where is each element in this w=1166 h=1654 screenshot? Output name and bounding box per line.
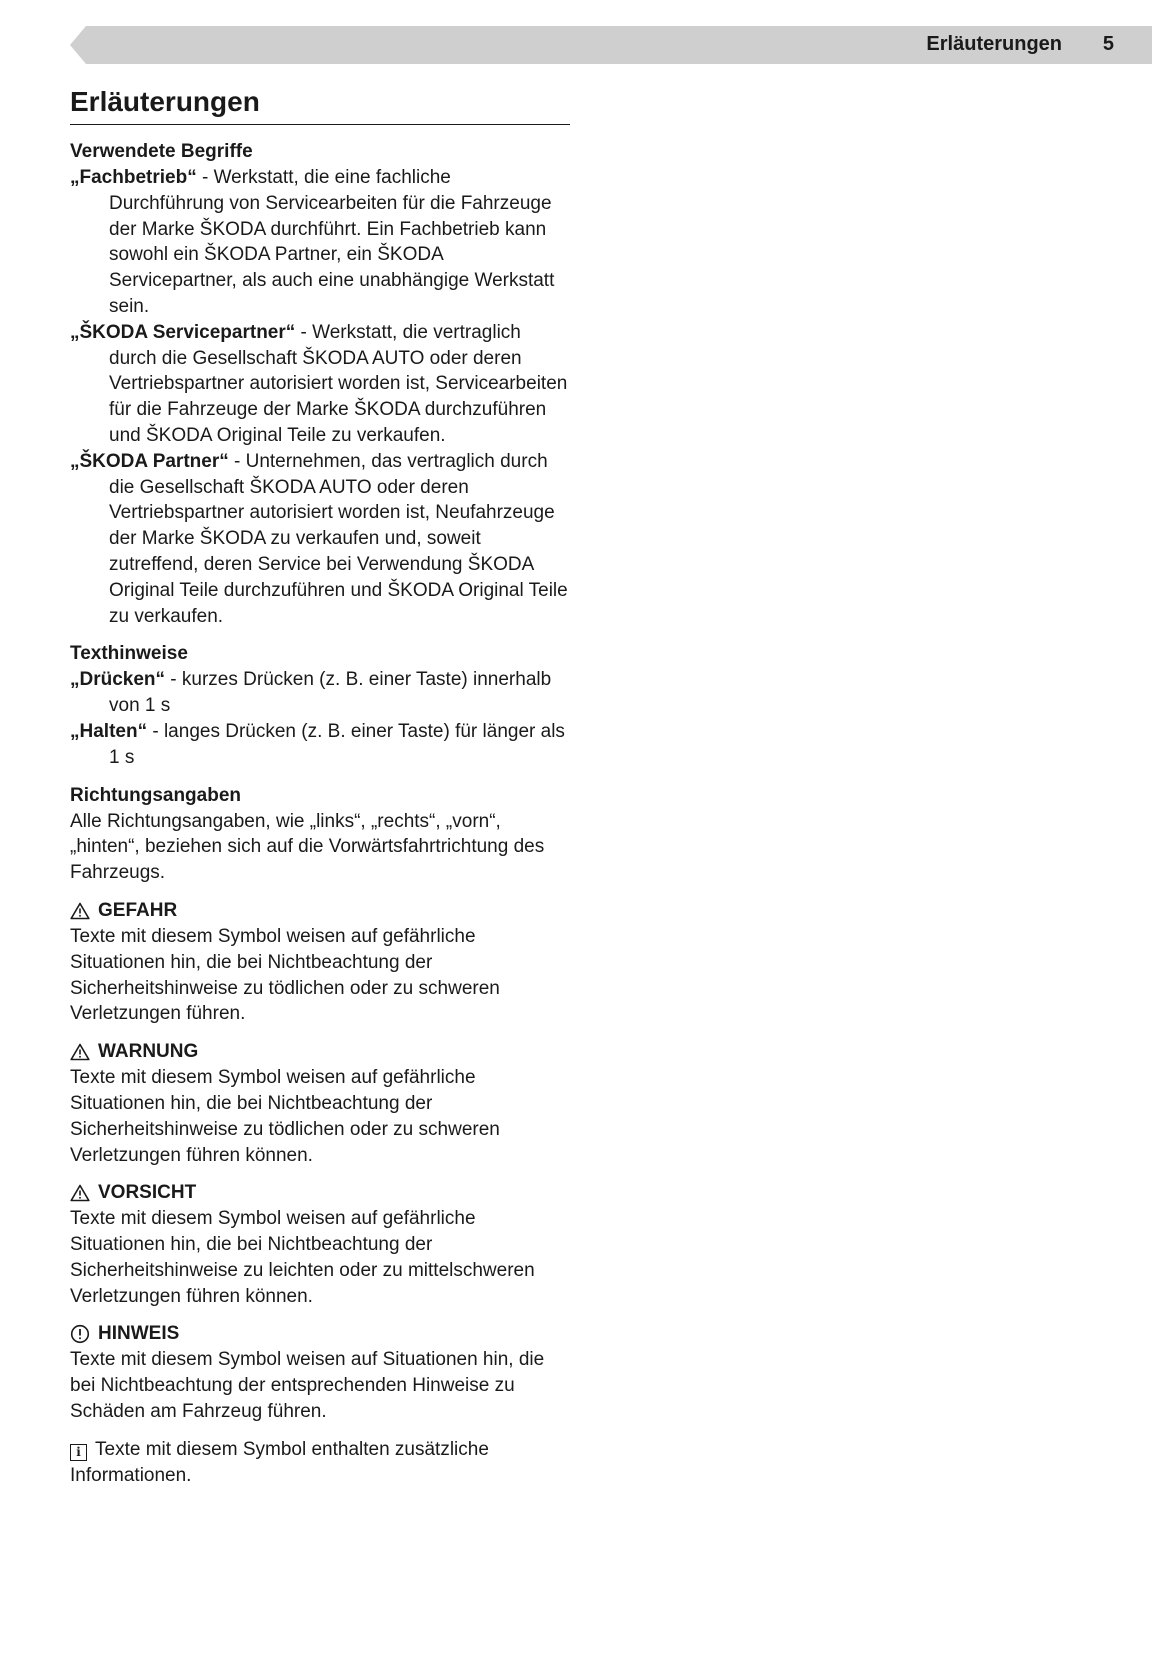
warning-section [70, 1039, 570, 1168]
warning-triangle-icon [70, 1184, 90, 1202]
caution-section [70, 1180, 570, 1309]
caution-title: VORSICHT [98, 1182, 197, 1204]
definition-item [70, 165, 570, 320]
definition-text: - kurzes Drücken (z. B. einer Taste) innerhalb von 1 s [109, 669, 552, 717]
definition-text: - Werkstatt, die vertraglich durch die Gesellschaft ŠKODA AUTO oder deren Vertriebspartner autorisiert worden ist, Servicearbeiten für die Fahrzeuge der Marke ŠKODA durchzuführen und ŠKODA Original Teile zu verkaufen. [109, 321, 568, 446]
terms-section-title: Verwendete Begriffe [70, 141, 253, 162]
main-content [70, 84, 570, 1488]
definition-term: „Drücken“ [70, 669, 166, 691]
info-text: Texte mit diesem Symbol enthalten zusätzliche Informationen. [70, 1438, 489, 1486]
notice-title: HINWEIS [98, 1323, 180, 1345]
notice-title-row [70, 1321, 570, 1347]
definition-term: „Halten“ [70, 720, 148, 742]
warning-text: Texte mit diesem Symbol weisen auf gefährliche Situationen hin, die bei Nichtbeachtung der Sicherheitshinweise zu tödlichen oder zu schweren Verletzungen führen können. [70, 1067, 500, 1166]
notice-section [70, 1321, 570, 1424]
definition-text: - Unternehmen, das vertraglich durch die Gesellschaft ŠKODA AUTO oder deren Vertriebspartner autorisiert worden ist, Neufahrzeuge der Marke ŠKODA zu verkaufen und, soweit zutreffend, deren Service bei Verwendung ŠKODA Original Teile durchzuführen und ŠKODA Original Teile zu verkaufen. [109, 450, 568, 627]
exclamation-circle-icon [70, 1324, 90, 1344]
definition-term: „ŠKODA Partner“ [70, 450, 229, 472]
page-number: 5 [1102, 33, 1114, 55]
caution-title-row [70, 1180, 570, 1206]
info-box-icon: i [70, 1444, 87, 1461]
definition-item [70, 320, 570, 449]
danger-section [70, 898, 570, 1027]
directions-title: Richtungsangaben [70, 784, 242, 806]
danger-title: GEFAHR [98, 899, 178, 921]
header-title: Erläuterungen [926, 33, 1062, 55]
caution-text: Texte mit diesem Symbol weisen auf gefährliche Situationen hin, die bei Nichtbeachtung der Sicherheitshinweise zu leichten oder zu mittelschweren Verletzungen führen können. [70, 1208, 535, 1307]
definition-item [70, 667, 570, 719]
text-hints-title: Texthinweise [70, 643, 188, 665]
definition-text: - Werkstatt, die eine fachliche Durchführung von Servicearbeiten für die Fahrzeuge der Marke ŠKODA durchführt. Ein Fachbetrieb kann sowohl ein ŠKODA Partner, ein ŠKODA Servicepartner, als auch eine unabhängige Werkstatt sein. [109, 167, 555, 317]
definition-item [70, 719, 570, 771]
definition-term: „Fachbetrieb“ [70, 167, 197, 188]
warning-title-row [70, 1039, 570, 1065]
text-hints-section [70, 641, 570, 770]
info-paragraph [70, 1437, 570, 1489]
danger-title-row [70, 898, 570, 924]
danger-text: Texte mit diesem Symbol weisen auf gefährliche Situationen hin, die bei Nichtbeachtung der Sicherheitshinweise zu tödlichen oder zu schweren Verletzungen führen. [70, 925, 500, 1025]
warning-triangle-icon [70, 902, 90, 920]
warning-title: WARNUNG [98, 1041, 199, 1063]
directions-text: Alle Richtungsangaben, wie „links“, „rechts“, „vorn“, „hinten“, beziehen sich auf die Vorwärtsfahrtrichtung des Fahrzeugs. [70, 810, 545, 884]
definition-text: - langes Drücken (z. B. einer Taste) für länger als 1 s [109, 720, 565, 768]
page-title: Erläuterungen [70, 84, 570, 125]
warning-triangle-icon [70, 1043, 90, 1061]
notice-text: Texte mit diesem Symbol weisen auf Situationen hin, die bei Nichtbeachtung der entsprechenden Hinweise zu Schäden am Fahrzeug führen. [70, 1349, 545, 1423]
directions-section [70, 783, 570, 886]
terms-section [70, 139, 570, 629]
info-section [70, 1437, 570, 1489]
definition-term: „ŠKODA Servicepartner“ [70, 321, 296, 343]
definition-item [70, 449, 570, 630]
